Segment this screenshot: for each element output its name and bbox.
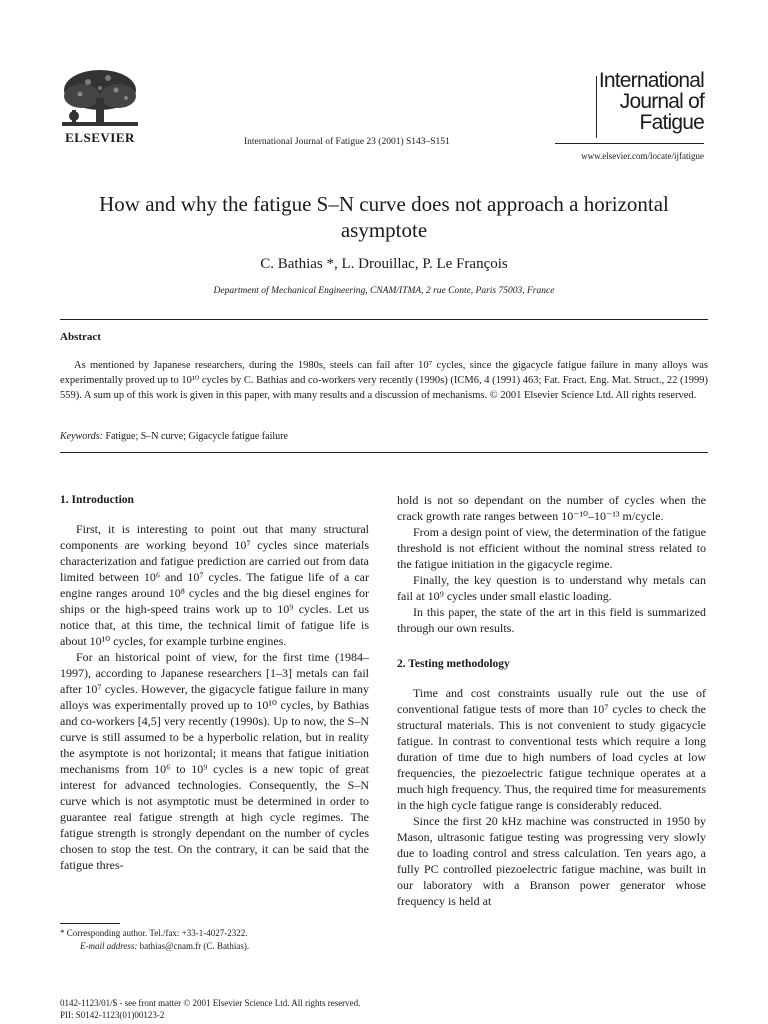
journal-logo-line-1: International: [598, 69, 704, 92]
journal-website-link[interactable]: www.elsevier.com/locate/ijfatigue: [581, 151, 704, 161]
right-paragraph-1: hold is not so dependant on the number of cycles when the crack growth rate ranges between 10⁻¹⁰–10⁻¹³ m/cycle.: [397, 493, 706, 523]
journal-logo: [572, 70, 704, 133]
journal-citation: International Journal of Fatigue 23 (2001) S143–S151: [244, 137, 450, 147]
keywords-label: Keywords:: [60, 431, 103, 442]
keywords-list: Fatigue; S–N curve; Gigacycle fatigue failure: [105, 431, 288, 442]
right-paragraph-2: From a design point of view, the determination of the fatigue threshold is not efficient without the nominal stress related to the fatigue initiation in the gigacycle regime.: [397, 525, 706, 571]
abstract-text: As mentioned by Japanese researchers, during the 1980s, steels can fail after 10⁷ cycles, since the gigacycle fatigue failure in many alloys was experimentally proved up to 10¹⁰ cycles by C. Bathias and co-workers very recently (1990s) (ICM6, 4 (1991) 463; Fat. Fract. Eng. Mat. Struct., 22 (1999) 559). A sum up of this work is given in this paper, with many results and a discussion of mechanisms. © 2001 Elsevier Science Ltd. All rights reserved.: [60, 360, 708, 401]
article-title: How and why the fatigue S–N curve does not approach a horizontal asymptote: [99, 192, 669, 242]
article-authors: C. Bathias *, L. Drouillac, P. Le François: [260, 256, 508, 272]
testing-paragraph-1: Time and cost constraints usually rule out the use of conventional fatigue tests of more than 10⁷ cycles to check the structural materials. This is not convenient to study gigacycle fatigue. In contrast to conventional tests which require a long duration of time due to high numbers of load cycles at low frequencies, the piezoelectric fatigue technique operates at a much high frequency. Thus, the required time for measurements in the high cycle fatigue range is considerably reduced.: [397, 686, 706, 812]
journal-logo-line-2: Journal of: [619, 90, 704, 113]
author-email-link[interactable]: bathias@cnam.fr (C. Bathias).: [139, 941, 250, 951]
testing-paragraph-2: Since the first 20 kHz machine was constructed in 1950 by Mason, ultrasonic fatigue testing was progressing very slowly due to loading control and stress calculation. Ten years ago, a fully PC controlled piezoelectric fatigue machine, was built in our laboratory with a Branson power generator whose frequency is held at: [397, 814, 706, 908]
footnote-rule: [60, 923, 120, 924]
author-affiliation: Department of Mechanical Engineering, CNAM/ITMA, 2 rue Conte, Paris 75003, France: [213, 286, 555, 296]
left-column: [60, 492, 369, 873]
abstract-top-rule: [60, 319, 708, 320]
abstract-bottom-rule: [60, 452, 708, 453]
pii-line: PII: S0142-1123(01)00123-2: [60, 1010, 165, 1020]
section-heading-testing-methodology: 2. Testing methodology: [397, 658, 510, 670]
right-paragraph-3: Finally, the key question is to understand why metals can fail at 10⁹ cycles under small elastic loading.: [397, 573, 706, 603]
footnote: [60, 927, 369, 953]
right-paragraph-4: In this paper, the state of the art in this field is summarized through our own results.: [397, 605, 706, 635]
intro-paragraph-2: For an historical point of view, for the first time (1984–1997), according to Japanese researchers [1–3] metals can fail after 10⁷ cycles. However, the gigacycle fatigue failure in many alloys was experimentally proved up to 10¹⁰ cycles, by Bathias and co-workers [4,5] very recently (1990s). Up to now, the S–N curve is still assumed to be a hyperbolic relation, but in reality the asymptote is not horizontal; it means that fatigue initiation mechanisms from 10⁶ to 10⁹ cycles is a new topic of great interest for advanced technologies. Consequently, the S–N curve which is not asymptotic must be determined in order to guarantee real fatigue strength at high cycle regimes. The fatigue strength is strongly dependant on the number of cycles chosen to stop the test. On the contrary, it can be said that the fatigue thres-: [60, 650, 369, 872]
right-column: [397, 492, 706, 909]
copyright-line: 0142-1123/01/$ - see front matter © 2001 Elsevier Science Ltd. All rights reserved.: [60, 998, 361, 1008]
publisher-name: ELSEVIER: [65, 130, 135, 145]
keywords-line: [60, 431, 288, 442]
header-rule: [555, 143, 704, 144]
email-label: E-mail address:: [80, 941, 138, 951]
abstract-heading: Abstract: [60, 331, 101, 343]
email-line: [60, 940, 369, 953]
journal-logo-line-3: Fatigue: [639, 111, 704, 134]
corresponding-author-note: * Corresponding author. Tel./fax: +33-1-4027-2322.: [60, 928, 248, 938]
intro-paragraph-1: First, it is interesting to point out that many structural components are working beyond 10⁷ cycles since materials characterization and fatigue prediction are carried out from data limited between 10⁶ and 10⁷ cycles. The fatigue life of a car engine ranges around 10⁸ cycles and the big diesel engines for ships or the high-speed trains work up to 10⁹ cycles. Let us notice that, at this time, the technical limit of fatigue life is about 10¹⁰ cycles, for example turbine engines.: [60, 522, 369, 648]
section-heading-introduction: 1. Introduction: [60, 494, 134, 506]
front-matter: [60, 997, 360, 1021]
